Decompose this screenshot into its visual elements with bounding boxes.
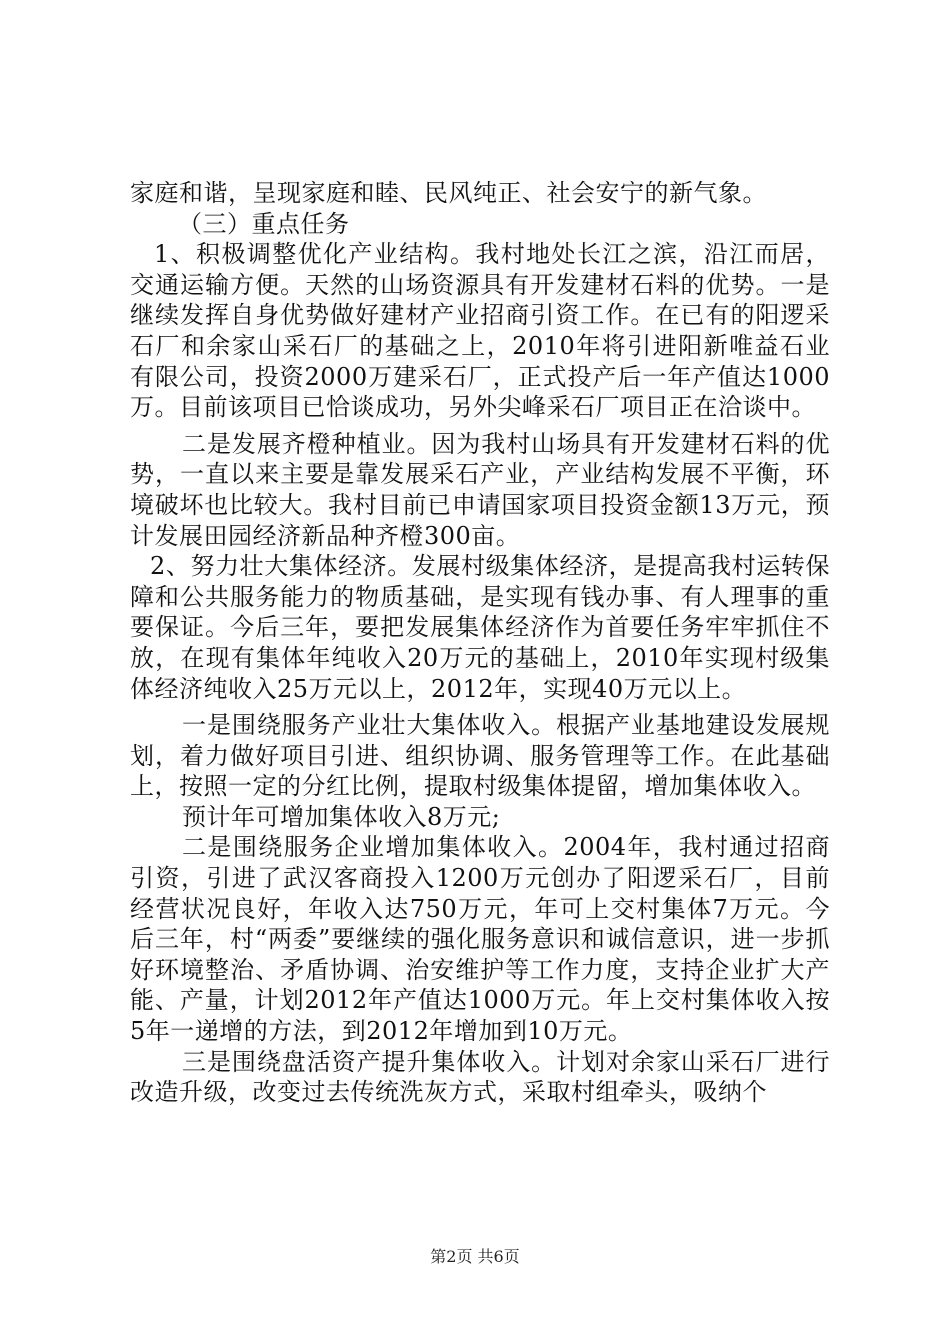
page-footer: 第2页 共6页	[430, 1247, 520, 1266]
paragraph-service-enterprise: 二是围绕服务企业增加集体收入。2004年，我村通过招商引资，引进了武汉客商投入1200万元创办了阳逻采石厂，目前经营状况良好，年收入达750万元，年可上交村集体7万元。今后三年，村“两委”要继续的强化服务意识和诚信意识，进一步抓好环境整治、矛盾协调、治安维护等工作力度，支持企业扩大产能、产量，计划2012年产值达1000万元。年上交村集体收入按5年一递增的方法，到2012年增加到10万元。	[130, 833, 830, 1046]
section-heading: （三）重点任务	[178, 209, 350, 238]
paragraph-orange-planting: 二是发展齐橙种植业。因为我村山场具有开发建材石料的优势，一直以来主要是靠发展采石产业，产业结构发展不平衡，环境破坏也比较大。我村目前已申请国家项目投资金额13万元，预计发展田园经济新品种齐橙300亩。	[130, 429, 830, 550]
paragraph-collective-economy: 2、努力壮大集体经济。发展村级集体经济，是提高我村运转保障和公共服务能力的物质基础，是实现有钱办事、有人理事的重要保证。今后三年，要把发展集体经济作为首要任务牢牢抓住不放，在现有集体年纯收入20万元的基础上，2010年实现村级集体经济纯收入25万元以上，2012年，实现40万元以上。	[130, 552, 830, 703]
paragraph-service-industry: 一是围绕服务产业壮大集体收入。根据产业基地建设发展规划，着力做好项目引进、组织协调、服务管理等工作。在此基础上，按照一定的分红比例，提取村级集体提留，增加集体收入。	[130, 711, 830, 801]
document-body	[130, 178, 830, 1108]
paragraph-forecast: 预计年可增加集体收入8万元;	[182, 802, 501, 831]
paragraph-industry-structure: 1、积极调整优化产业结构。我村地处长江之滨，沿江而居，交通运输方便。天然的山场资源具有开发建材石料的优势。一是继续发挥自身优势做好建材产业招商引资工作。在已有的阳逻采石厂和余家山采石厂的基础之上，2010年将引进阳新唯益石业有限公司，投资2000万建采石厂，正式投产后一年产值达1000万。目前该项目已恰谈成功，另外尖峰采石厂项目正在洽谈中。	[130, 240, 830, 422]
paragraph-continuation: 家庭和谐，呈现家庭和睦、民风纯正、社会安宁的新气象。	[130, 179, 767, 207]
paragraph-asset-revitalization: 三是围绕盘活资产提升集体收入。计划对余家山采石厂进行改造升级，改变过去传统洗灰方式，采取村组牵头，吸纳个	[130, 1047, 830, 1107]
